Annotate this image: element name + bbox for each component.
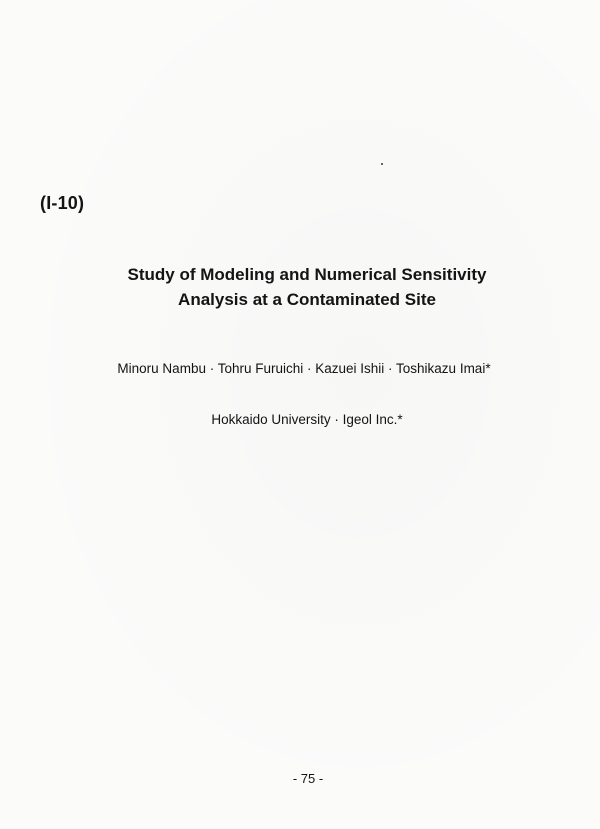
author-list: Minoru Nambu · Tohru Furuichi · Kazuei Ishii · Toshikazu Imai* [117,361,491,376]
page-number: - 75 - [292,771,324,786]
section-id: (I-10) [40,193,85,213]
paper-title [0,262,600,312]
affiliation-list: Hokkaido University · Igeol Inc.* [211,412,403,427]
scan-speck [381,163,383,165]
paper-title-line-1: Study of Modeling and Numerical Sensitivity [127,265,487,284]
paper-title-line-2: Analysis at a Contaminated Site [178,290,436,309]
